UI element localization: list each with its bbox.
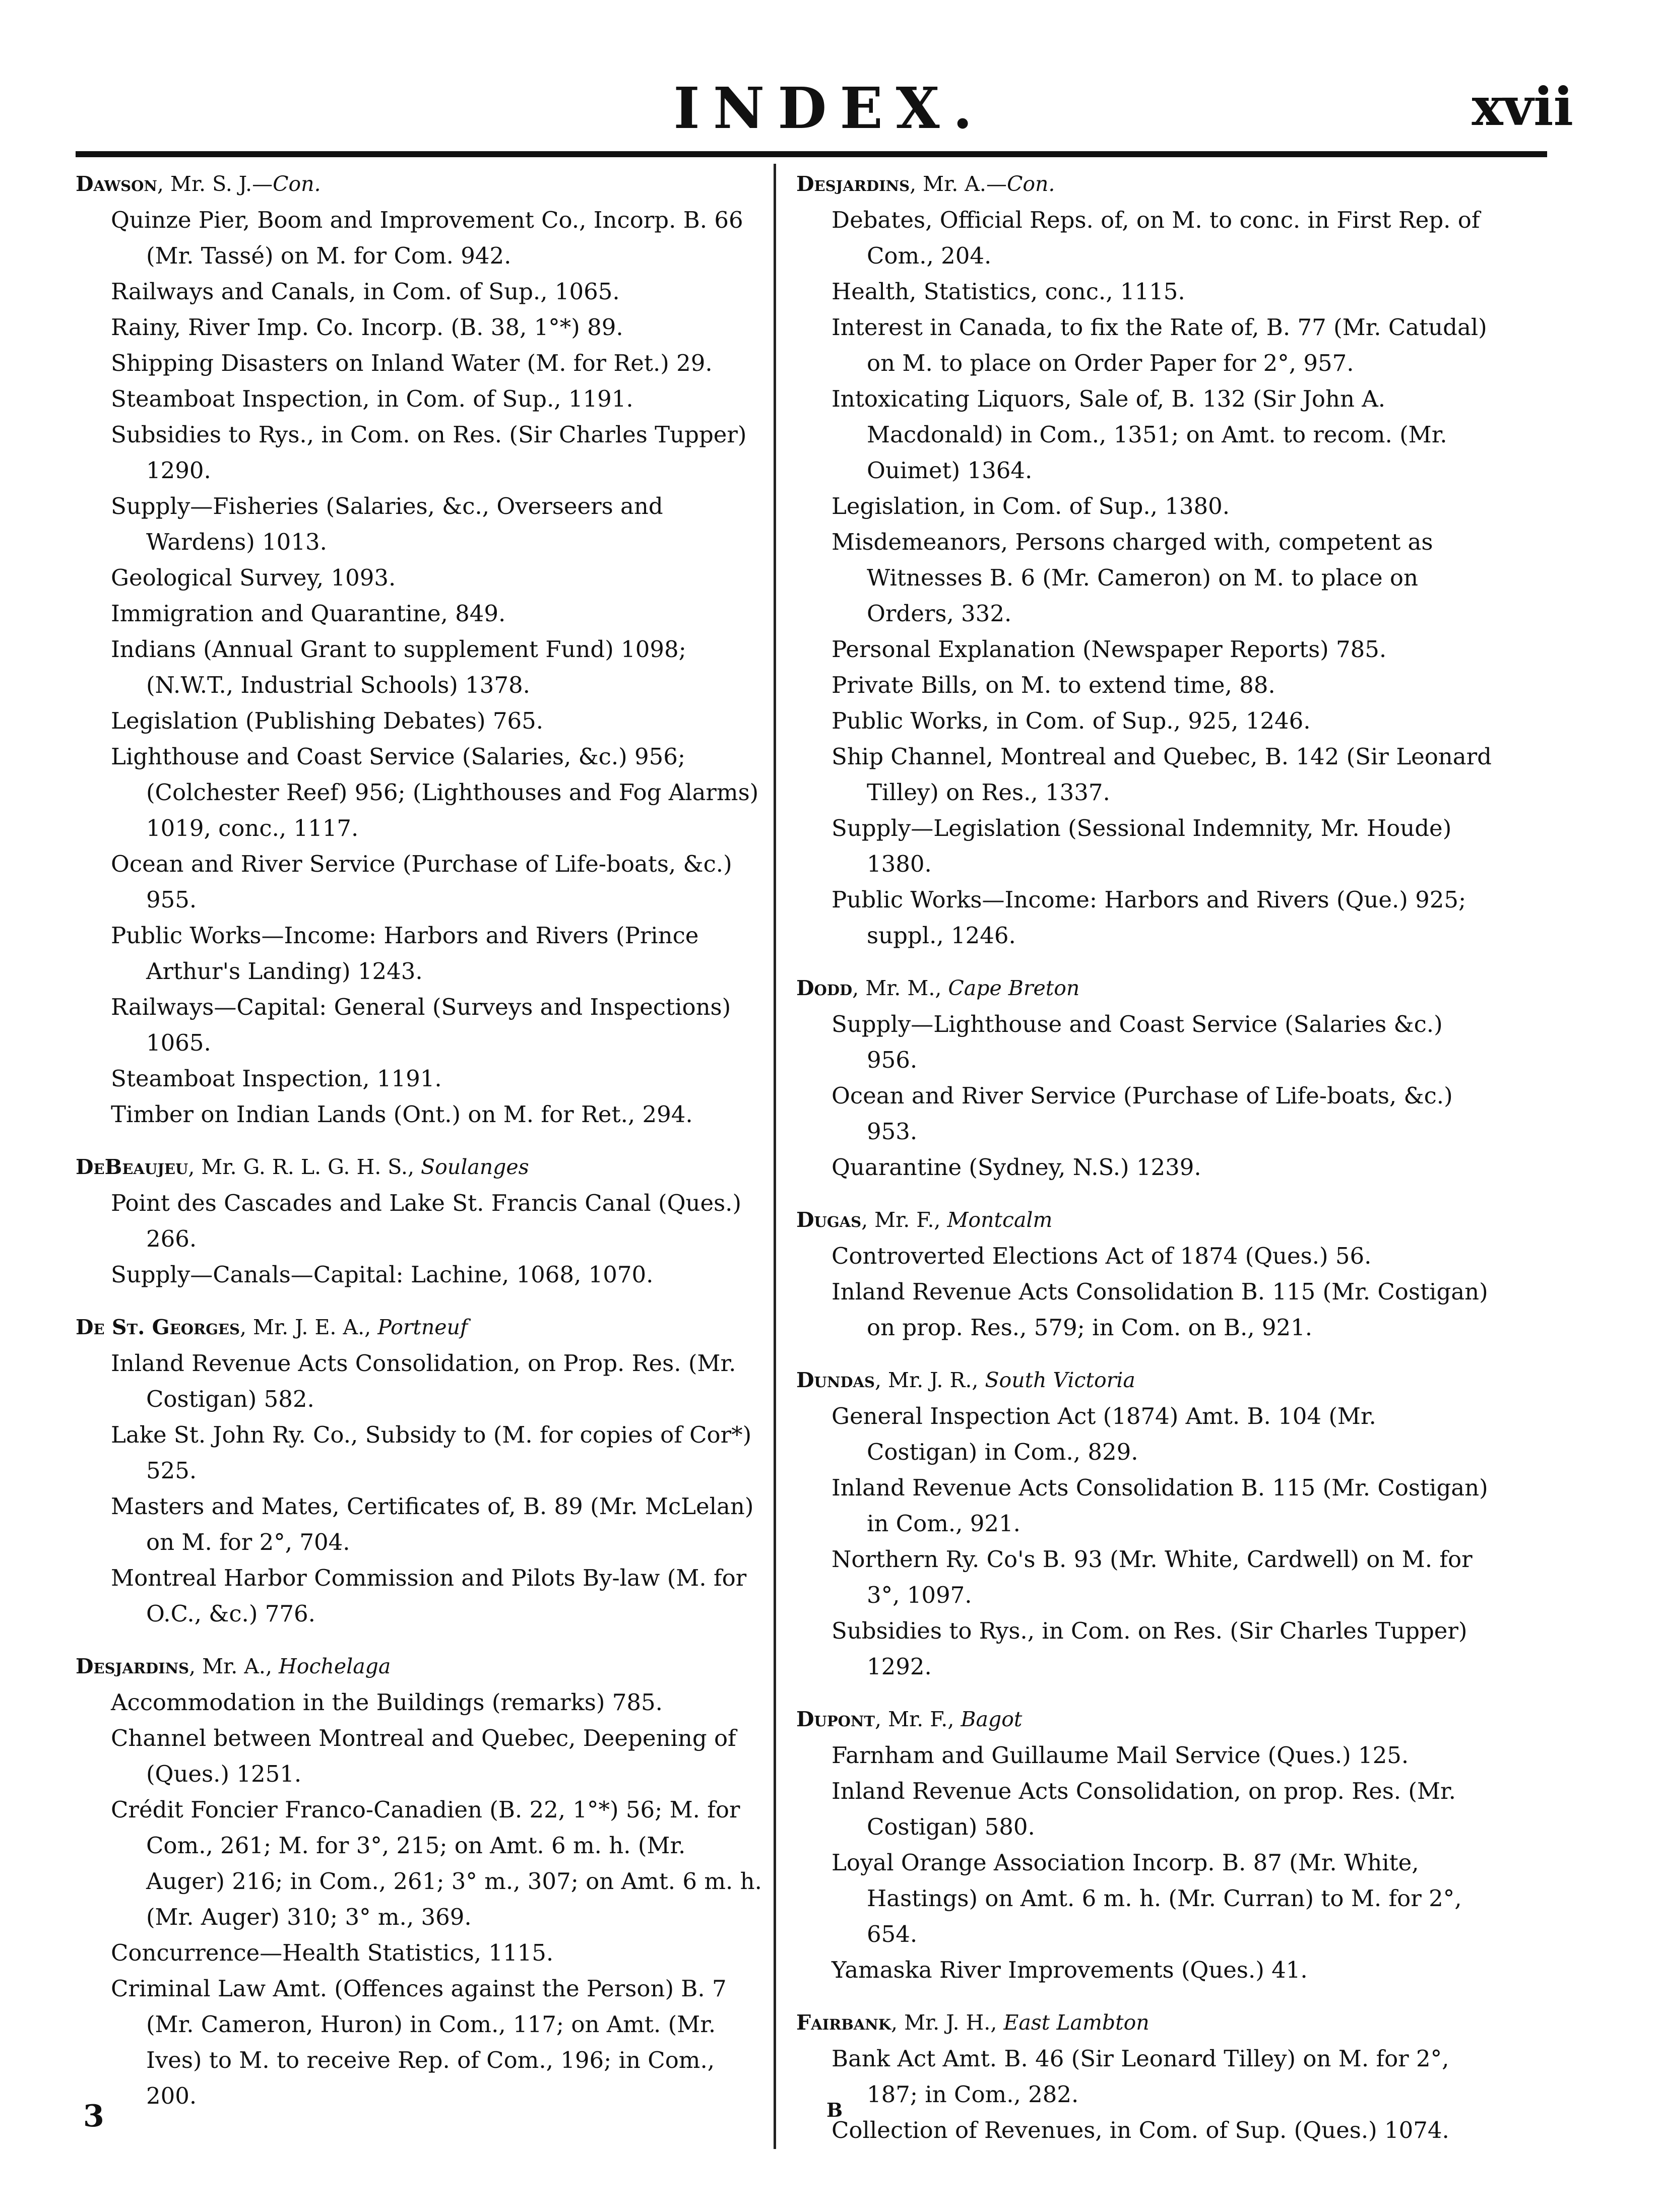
index-subentry: Public Works—Income: Harbors and Rivers (Prince Arthur's Landing) 1243. — [111, 922, 699, 985]
index-subentry: Supply—Fisheries (Salaries, &c., Overseers and Wardens) 1013. — [111, 493, 663, 555]
index-subentry: Inland Revenue Acts Consolidation B. 115 (Mr. Costigan) on prop. Res., 579; in Com. on B., 921. — [832, 1278, 1488, 1341]
index-subentry: Lighthouse and Coast Service (Salaries, &c.) 956; (Colchester Reef) 956; (Lighthouses and Fog Alarms) 1019, conc., 1117. — [111, 743, 759, 841]
constituency: South Victoria — [985, 1368, 1135, 1392]
header-rule — [76, 151, 1547, 157]
member-title: , Mr. M., — [852, 976, 948, 1000]
index-subentry: Quarantine (Sydney, N.S.) 1239. — [832, 1154, 1201, 1181]
entry-heading — [76, 1649, 771, 1684]
entry-heading — [796, 1702, 1492, 1737]
index-subentry: Railways—Capital: General (Surveys and Inspections) 1065. — [111, 994, 731, 1056]
index-subentry: Northern Ry. Co's B. 93 (Mr. White, Cardwell) on M. for 3°, 1097. — [832, 1546, 1473, 1608]
index-subentry: Bank Act Amt. B. 46 (Sir Leonard Tilley) on M. for 2°, 187; in Com., 282. — [832, 2045, 1449, 2108]
index-subentry: Collection of Revenues, in Com. of Sup. (Ques.) 1074. — [832, 2117, 1449, 2143]
index-subentry: Montreal Harbor Commission and Pilots By-law (M. for O.C., &c.) 776. — [111, 1565, 747, 1627]
index-entry — [76, 166, 771, 1132]
signature-mark-right: B — [826, 2099, 843, 2121]
entry-heading — [796, 2005, 1492, 2041]
index-subentry: Interest in Canada, to fix the Rate of, B. 77 (Mr. Catudal) on M. to place on Order Paper for 2°, 957. — [832, 314, 1487, 376]
member-name: Desjardins — [76, 1654, 189, 1678]
member-title: , Mr. A.— — [910, 172, 1007, 196]
index-subentry: Subsidies to Rys., in Com. on Res. (Sir Charles Tupper) 1290. — [111, 421, 747, 484]
index-subentry: Steamboat Inspection, 1191. — [111, 1065, 442, 1092]
index-entry — [796, 1362, 1492, 1684]
index-column-left — [76, 166, 771, 2131]
index-subentry: Misdemeanors, Persons charged with, competent as Witnesses B. 6 (Mr. Cameron) on M. to place on Orders, 332. — [832, 529, 1433, 627]
member-name: Dundas — [796, 1368, 875, 1392]
constituency: Con. — [1006, 172, 1055, 196]
member-title: , Mr. F., — [861, 1208, 947, 1232]
page-title: INDEX. — [673, 76, 986, 142]
index-subentry: Crédit Foncier Franco-Canadien (B. 22, 1°*) 56; M. for Com., 261; M. for 3°, 215; on Amt. 6 m. h. (Mr. Auger) 216; in Com., 261; 3° m., 307; on Amt. 6 m. h. (Mr. Auger) 310; 3° m., 369. — [111, 1796, 762, 1930]
index-subentry: Shipping Disasters on Inland Water (M. for Ret.) 29. — [111, 350, 713, 376]
index-subentry: Railways and Canals, in Com. of Sup., 1065. — [111, 278, 620, 305]
member-title: , Mr. J. H., — [891, 2010, 1004, 2035]
constituency: Con. — [273, 172, 321, 196]
member-name: DeBeaujeu — [76, 1155, 188, 1179]
constituency: East Lambton — [1003, 2010, 1150, 2035]
index-subentry: General Inspection Act (1874) Amt. B. 104 (Mr. Costigan) in Com., 829. — [832, 1403, 1376, 1465]
index-subentry: Supply—Legislation (Sessional Indemnity, Mr. Houde) 1380. — [832, 815, 1452, 877]
index-subentry: Supply—Lighthouse and Coast Service (Salaries &c.) 956. — [832, 1011, 1443, 1073]
index-subentry: Health, Statistics, conc., 1115. — [832, 278, 1185, 305]
member-name: Dawson — [76, 172, 157, 196]
member-name: Fairbank — [796, 2010, 891, 2035]
member-title: , Mr. A., — [189, 1654, 279, 1678]
index-subentry: Personal Explanation (Newspaper Reports) 785. — [832, 636, 1387, 663]
member-name: Desjardins — [796, 172, 910, 196]
index-entry — [796, 166, 1492, 953]
index-subentry: Farnham and Guillaume Mail Service (Ques.) 125. — [832, 1742, 1409, 1769]
member-title: , Mr. J. R., — [874, 1368, 985, 1392]
index-subentry: Intoxicating Liquors, Sale of, B. 132 (Sir John A. Macdonald) in Com., 1351; on Amt. to recom. (Mr. Ouimet) 1364. — [832, 385, 1447, 484]
constituency: Bagot — [961, 1707, 1023, 1731]
entry-heading — [796, 1362, 1492, 1398]
index-subentry: Quinze Pier, Boom and Improvement Co., Incorp. B. 66 (Mr. Tassé) on M. for Com. 942. — [111, 207, 743, 269]
index-entry — [796, 2005, 1492, 2148]
member-name: Dupont — [796, 1707, 875, 1731]
member-title: , Mr. J. E. A., — [239, 1315, 378, 1339]
index-subentry: Private Bills, on M. to extend time, 88. — [832, 672, 1275, 698]
index-subentry: Masters and Mates, Certificates of, B. 89 (Mr. McLelan) on M. for 2°, 704. — [111, 1493, 754, 1555]
index-subentry: Inland Revenue Acts Consolidation, on prop. Res. (Mr. Costigan) 580. — [832, 1778, 1456, 1840]
entry-heading — [796, 1202, 1492, 1238]
index-subentry: Immigration and Quarantine, 849. — [111, 600, 506, 627]
index-subentry: Concurrence—Health Statistics, 1115. — [111, 1939, 554, 1966]
index-subentry: Inland Revenue Acts Consolidation, on Prop. Res. (Mr. Costigan) 582. — [111, 1350, 736, 1412]
index-subentry: Controverted Elections Act of 1874 (Ques.) 56. — [832, 1243, 1372, 1269]
member-title: , Mr. G. R. L. G. H. S., — [188, 1155, 421, 1179]
constituency: Montcalm — [947, 1208, 1053, 1232]
index-entry — [76, 1649, 771, 2114]
index-subentry: Indians (Annual Grant to supplement Fund) 1098; (N.W.T., Industrial Schools) 1378. — [111, 636, 686, 698]
index-subentry: Supply—Canals—Capital: Lachine, 1068, 1070. — [111, 1261, 654, 1288]
constituency: Soulanges — [421, 1155, 529, 1179]
index-subentry: Subsidies to Rys., in Com. on Res. (Sir Charles Tupper) 1292. — [832, 1617, 1467, 1680]
index-subentry: Ocean and River Service (Purchase of Life-boats, &c.) 955. — [111, 851, 732, 913]
index-subentry: Yamaska River Improvements (Ques.) 41. — [832, 1957, 1308, 1983]
constituency: Cape Breton — [948, 976, 1080, 1000]
index-subentry: Legislation (Publishing Debates) 765. — [111, 707, 544, 734]
index-subentry: Legislation, in Com. of Sup., 1380. — [832, 493, 1230, 519]
constituency: Hochelaga — [279, 1654, 391, 1678]
entry-heading — [796, 970, 1492, 1006]
page-number: xvii — [1472, 76, 1573, 138]
index-subentry: Channel between Montreal and Quebec, Deepening of (Ques.) 1251. — [111, 1725, 736, 1787]
index-subentry: Lake St. John Ry. Co., Subsidy to (M. for copies of Cor*) 525. — [111, 1421, 752, 1484]
constituency: Portneuf — [377, 1315, 468, 1339]
index-entry — [76, 1149, 771, 1292]
index-subentry: Public Works—Income: Harbors and Rivers (Que.) 925; suppl., 1246. — [832, 886, 1466, 949]
entry-heading — [76, 166, 771, 202]
member-name: Dugas — [796, 1208, 862, 1232]
member-name: Dodd — [796, 976, 853, 1000]
member-title: , Mr. S. J.— — [157, 172, 273, 196]
index-subentry: Public Works, in Com. of Sup., 925, 1246. — [832, 707, 1311, 734]
index-subentry: Ocean and River Service (Purchase of Life-boats, &c.) 953. — [832, 1082, 1453, 1145]
entry-heading — [76, 1149, 771, 1185]
entry-heading — [76, 1310, 771, 1345]
index-subentry: Rainy, River Imp. Co. Incorp. (B. 38, 1°*) 89. — [111, 314, 623, 341]
signature-mark-left: 3 — [83, 2099, 104, 2134]
index-subentry: Timber on Indian Lands (Ont.) on M. for Ret., 294. — [111, 1101, 693, 1128]
index-subentry: Criminal Law Amt. (Offences against the Person) B. 7 (Mr. Cameron, Huron) in Com., 117; on Amt. (Mr. Ives) to M. to receive Rep. of Com., 196; in Com., 200. — [111, 1975, 727, 2109]
index-subentry: Point des Cascades and Lake St. Francis Canal (Ques.) 266. — [111, 1190, 742, 1252]
entry-heading — [796, 166, 1492, 202]
index-column-right — [796, 166, 1492, 2165]
index-entry — [76, 1310, 771, 1632]
index-subentry: Geological Survey, 1093. — [111, 564, 396, 591]
index-subentry: Inland Revenue Acts Consolidation B. 115 (Mr. Costigan) in Com., 921. — [832, 1474, 1488, 1537]
column-divider — [774, 164, 776, 2149]
index-subentry: Steamboat Inspection, in Com. of Sup., 1191. — [111, 385, 633, 412]
index-subentry: Debates, Official Reps. of, on M. to conc. in First Rep. of Com., 204. — [832, 207, 1480, 269]
index-subentry: Ship Channel, Montreal and Quebec, B. 142 (Sir Leonard Tilley) on Res., 1337. — [832, 743, 1492, 806]
index-entry — [796, 1702, 1492, 1988]
index-subentry: Loyal Orange Association Incorp. B. 87 (Mr. White, Hastings) on Amt. 6 m. h. (Mr. Curran) to M. for 2°, 654. — [832, 1849, 1462, 1947]
member-name: De St. Georges — [76, 1315, 240, 1339]
index-subentry: Accommodation in the Buildings (remarks) 785. — [111, 1689, 663, 1716]
index-entry — [796, 970, 1492, 1185]
index-entry — [796, 1202, 1492, 1345]
member-title: , Mr. F., — [875, 1707, 961, 1731]
